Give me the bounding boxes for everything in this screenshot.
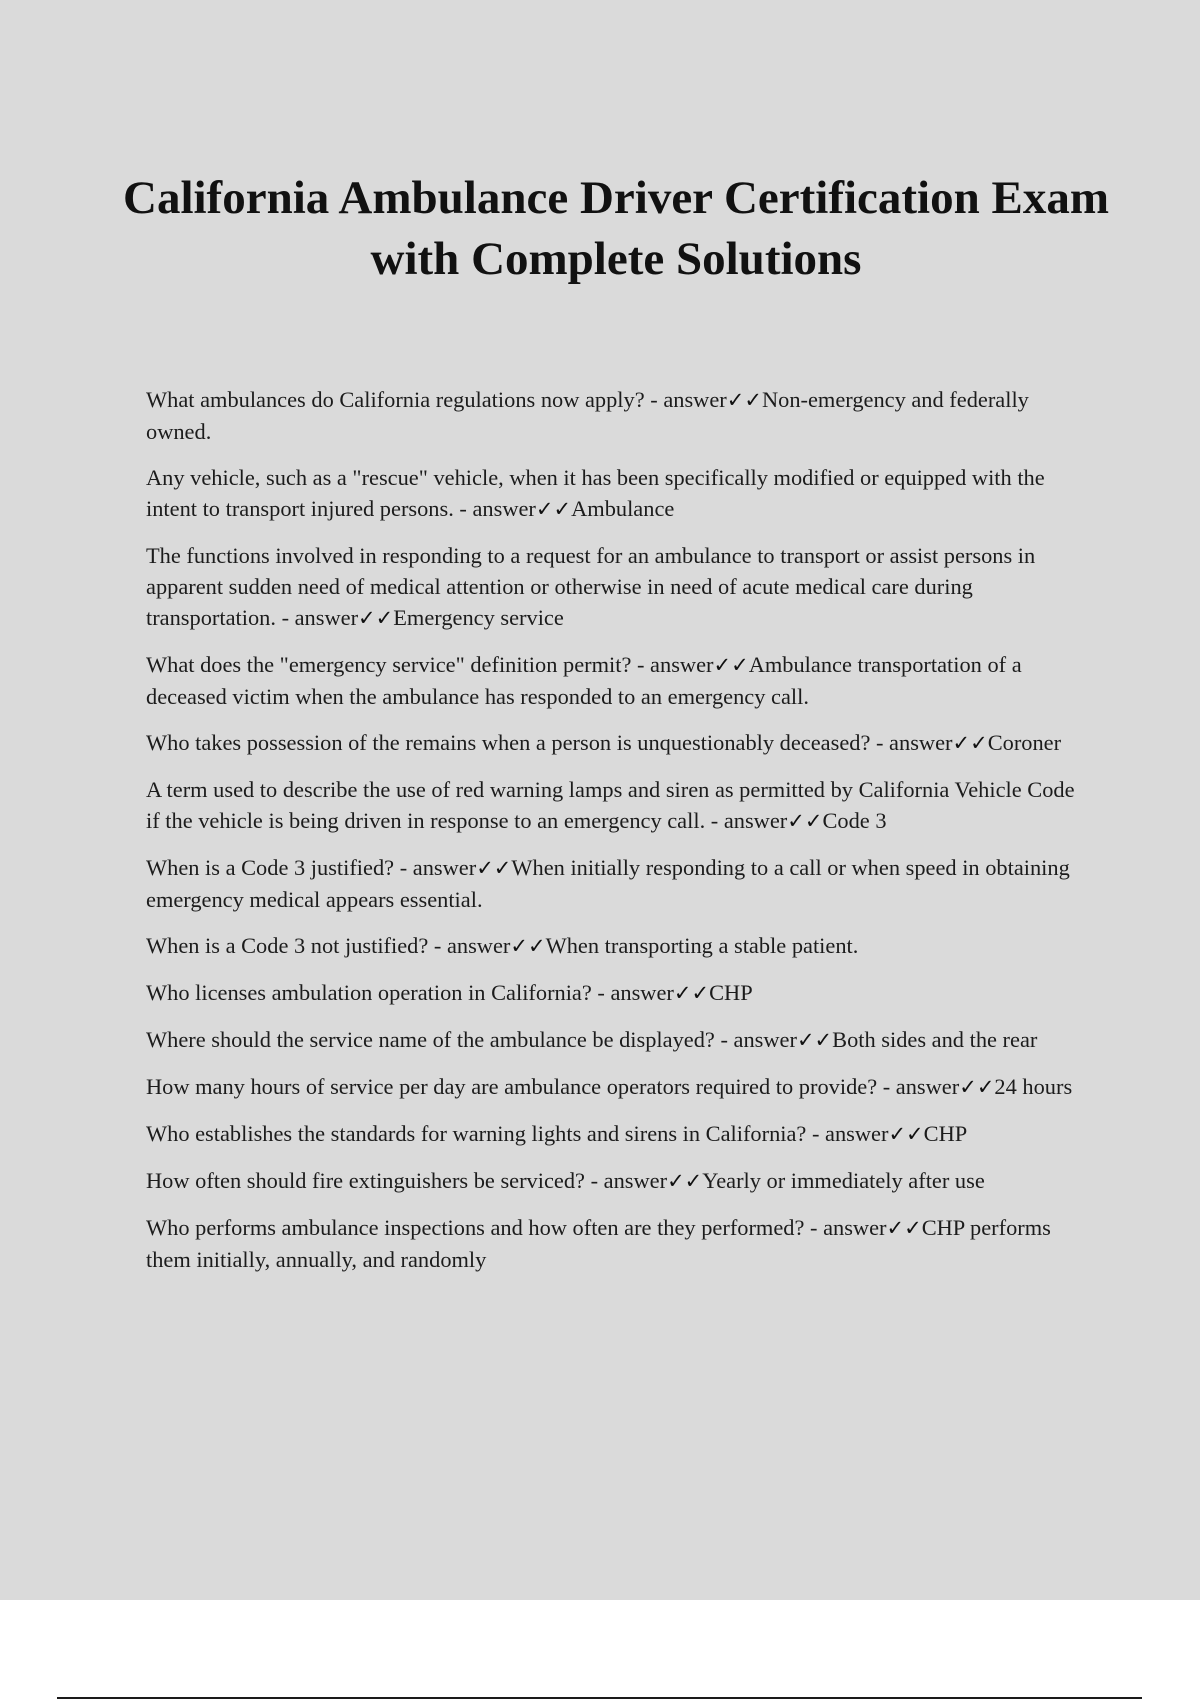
answer-text: Both sides and the rear — [832, 1027, 1038, 1052]
answer-separator: - answer — [804, 1215, 887, 1240]
answer-separator: - answer — [870, 730, 953, 755]
question-text: What does the "emergency service" definition permit? — [146, 652, 632, 677]
qa-item — [146, 774, 1092, 837]
qa-item — [146, 462, 1092, 525]
checkmark-icon: ✓✓ — [888, 1122, 924, 1146]
qa-item — [146, 649, 1092, 712]
checkmark-icon: ✓✓ — [959, 1075, 995, 1099]
checkmark-icon: ✓✓ — [726, 388, 762, 412]
answer-text: Yearly or immediately after use — [702, 1168, 985, 1193]
qa-item — [146, 1071, 1092, 1103]
qa-item — [146, 1212, 1092, 1275]
answer-text: When transporting a stable patient. — [545, 933, 859, 958]
qa-item — [146, 852, 1092, 915]
qa-item — [146, 977, 1092, 1009]
answer-text: When initially responding to a call or when speed in obtaining emergency medical appears essential. — [146, 855, 1070, 912]
question-text: Any vehicle, such as a "rescue" vehicle, when it has been specifically modified or equipped with the intent to transport injured persons. — [146, 465, 1045, 521]
question-text: A term used to describe the use of red warning lamps and siren as permitted by California Vehicle Code if the vehicle is being driven in response to an emergency call. — [146, 777, 1075, 833]
qa-item — [146, 1165, 1092, 1197]
question-text: Who takes possession of the remains when a person is unquestionably deceased? — [146, 730, 871, 755]
checkmark-icon: ✓✓ — [535, 497, 572, 521]
answer-separator: - answer — [644, 387, 727, 412]
qa-list — [146, 384, 1092, 1290]
qa-item — [146, 930, 1092, 962]
checkmark-icon: ✓✓ — [886, 1216, 922, 1240]
answer-separator: - answer — [591, 980, 674, 1005]
checkmark-icon: ✓✓ — [713, 653, 749, 677]
answer-separator: - answer — [705, 808, 788, 833]
checkmark-icon: ✓✓ — [796, 1028, 833, 1052]
question-text: When is a Code 3 justified? — [146, 855, 395, 880]
answer-separator: - answer — [394, 855, 477, 880]
question-text: When is a Code 3 not justified? — [146, 933, 429, 958]
qa-item — [146, 727, 1092, 759]
answer-text: CHP — [923, 1121, 968, 1146]
question-text: What ambulances do California regulations now apply? — [146, 387, 645, 412]
answer-separator: - answer — [428, 933, 511, 958]
answer-text: Code 3 — [822, 808, 887, 833]
question-text: How often should fire extinguishers be serviced? — [146, 1168, 585, 1193]
checkmark-icon: ✓✓ — [667, 1169, 703, 1193]
answer-text: CHP performs them initially, annually, and randomly — [146, 1215, 1051, 1272]
checkmark-icon: ✓✓ — [787, 809, 823, 833]
answer-text: Coroner — [987, 730, 1062, 755]
answer-separator: - answer — [453, 496, 536, 521]
question-text: Who establishes the standards for warning lights and sirens in California? — [146, 1121, 807, 1146]
qa-item — [146, 1024, 1092, 1056]
qa-item — [146, 1118, 1092, 1150]
checkmark-icon: ✓✓ — [952, 731, 988, 755]
checkmark-icon: ✓✓ — [510, 934, 546, 958]
question-text: Who performs ambulance inspections and how often are they performed? — [146, 1215, 805, 1240]
answer-text: Ambulance transportation of a deceased victim when the ambulance has responded to an emergency call. — [146, 652, 1022, 709]
answer-separator: - answer — [877, 1074, 960, 1099]
qa-item — [146, 540, 1092, 634]
question-text: How many hours of service per day are ambulance operators required to provide? — [146, 1074, 878, 1099]
checkmark-icon: ✓✓ — [476, 856, 512, 880]
checkmark-icon: ✓✓ — [358, 606, 394, 630]
answer-text: Ambulance — [571, 496, 675, 521]
answer-text: 24 hours — [994, 1074, 1073, 1099]
question-text: Where should the service name of the ambulance be displayed? — [146, 1027, 715, 1052]
page-divider — [57, 1697, 1142, 1699]
question-text: Who licenses ambulation operation in California? — [146, 980, 592, 1005]
answer-separator: - answer — [275, 605, 359, 630]
checkmark-icon: ✓✓ — [673, 981, 710, 1005]
question-text: The functions involved in responding to a request for an ambulance to transport or assist persons in apparent sudden need of medical attention or otherwise in need of acute medical care during transportation. — [146, 543, 1036, 630]
answer-separator: - answer — [584, 1168, 668, 1193]
answer-separator: - answer — [631, 652, 714, 677]
answer-separator: - answer — [806, 1121, 889, 1146]
answer-separator: - answer — [714, 1027, 797, 1052]
answer-text: Non-emergency and federally owned. — [146, 387, 1029, 444]
answer-text: Emergency service — [393, 605, 564, 630]
qa-item — [146, 384, 1092, 447]
answer-text: CHP — [709, 980, 753, 1005]
document-title: California Ambulance Driver Certification Exam with Complete Solutions — [123, 172, 1109, 285]
